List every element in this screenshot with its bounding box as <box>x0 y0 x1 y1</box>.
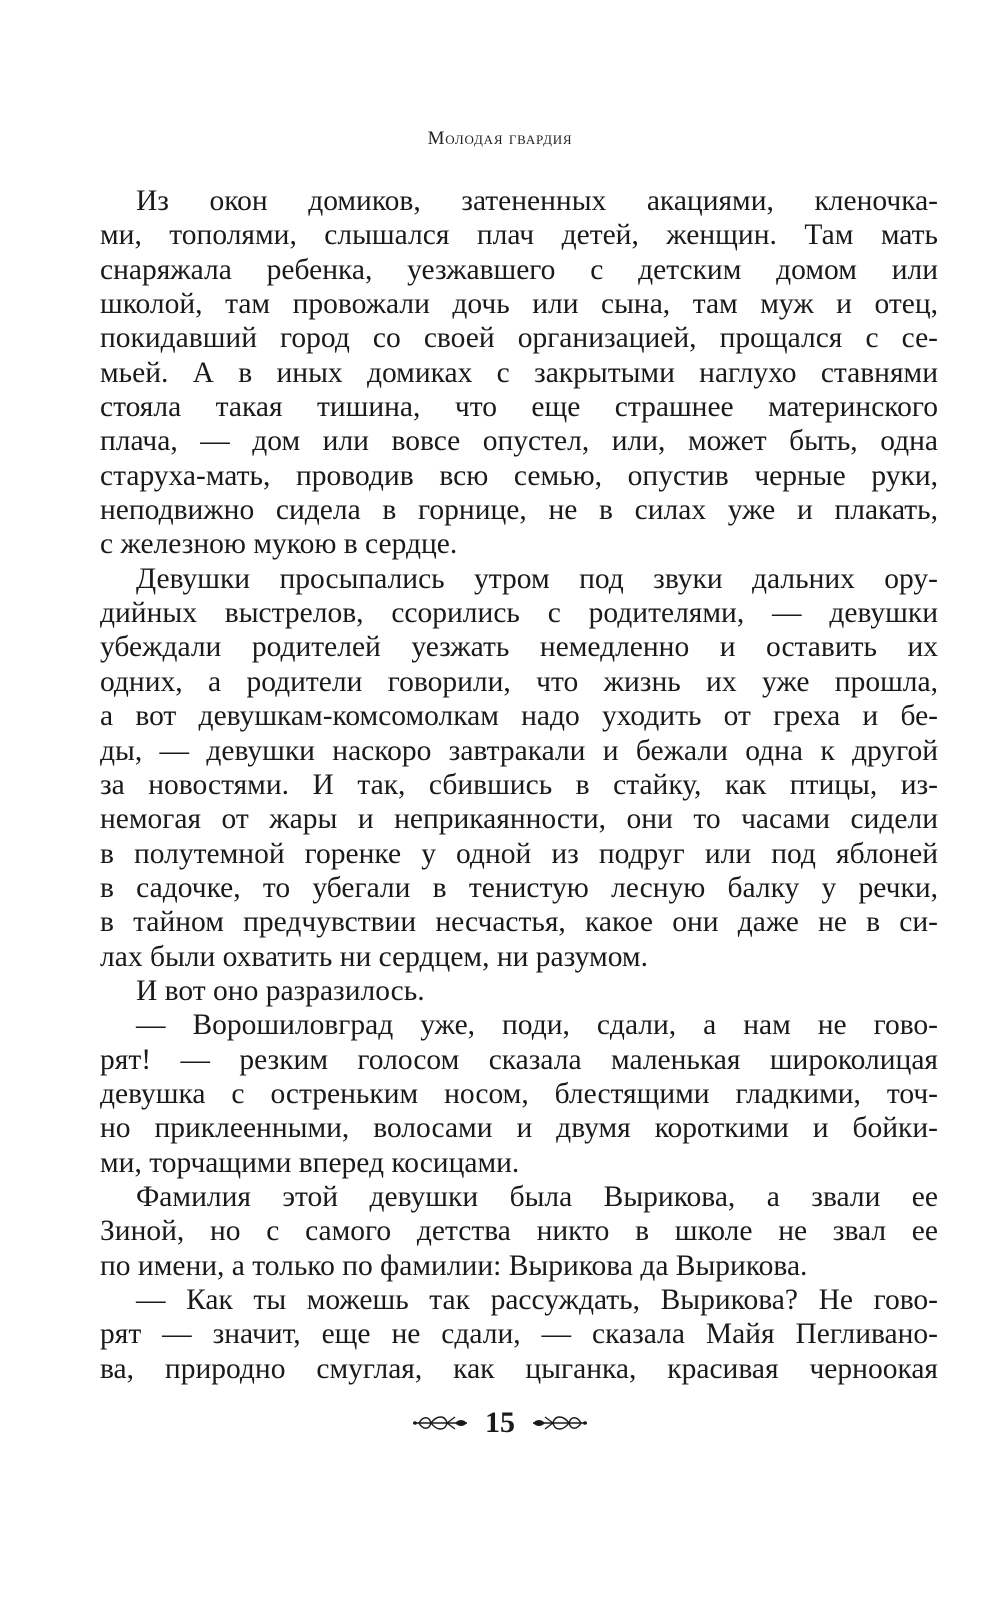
left-flourish-icon <box>411 1414 473 1432</box>
text-line: ды, — девушки наскоро завтракали и бежали одна к другой <box>100 734 938 767</box>
text-line: ми, тополями, слышался плач детей, женщин. Там мать <box>100 219 938 252</box>
text-line: Фамилия этой девушки была Вырикова, а звали ее <box>136 1180 938 1213</box>
text-line: в полутемной горенке у одной из подруг или под яблоней <box>100 837 938 870</box>
text-line: ва, природно смуглая, как цыганка, красивая черноокая <box>100 1352 938 1385</box>
text-line: по имени, а только по фамилии: Вырикова да Вырикова. <box>100 1249 808 1282</box>
right-flourish-icon <box>527 1414 589 1432</box>
paragraph-1 <box>100 184 938 562</box>
text-line: рят! — резким голосом сказала маленькая широколицая <box>100 1043 938 1076</box>
text-line: убеждали родителей уезжать немедленно и оставить их <box>100 631 938 664</box>
text-line: ми, торчащими вперед косицами. <box>100 1146 520 1179</box>
text-line: дийных выстрелов, ссорились с родителями, — девушки <box>100 597 938 630</box>
text-line: снаряжала ребенка, уезжавшего с детским домом или <box>100 253 938 286</box>
text-line: И вот оно разразилось. <box>136 974 425 1007</box>
paragraph-4 <box>100 1008 938 1180</box>
paragraph-6 <box>100 1283 938 1386</box>
body-text <box>100 184 938 1386</box>
text-line: школой, там провожали дочь или сына, там муж и отец, <box>100 288 938 321</box>
text-line: в тайном предчувствии несчастья, какое они даже не в си- <box>100 906 938 939</box>
text-line: одних, а родители говорили, что жизнь их уже прошла, <box>100 665 938 698</box>
running-head: Молодая гвардия <box>427 128 573 149</box>
text-line: но приклеенными, волосами и двумя короткими и бойки- <box>100 1112 938 1145</box>
text-line: старуха-мать, проводив всю семью, опустив черные руки, <box>100 459 938 492</box>
text-line: мьей. А в иных домиках с закрытыми наглухо ставнями <box>100 356 938 389</box>
paragraph-2 <box>100 562 938 974</box>
text-line: стояла такая тишина, что еще страшнее материнского <box>100 391 938 424</box>
text-line: девушка с остреньким носом, блестящими гладкими, точ- <box>100 1077 938 1110</box>
text-line: покидавший город со своей организацией, прощался с се- <box>100 322 938 355</box>
text-line: Из окон домиков, затененных акациями, кленочка- <box>136 185 938 217</box>
text-line: а вот девушкам-комсомолкам надо уходить от греха и бе- <box>100 700 938 733</box>
text-line: немогая от жары и неприкаянности, они то часами сидели <box>100 803 938 836</box>
paragraph-3 <box>100 974 938 1008</box>
text-line: Зиной, но с самого детства никто в школе не звал ее <box>100 1215 938 1248</box>
text-line: лах были охватить ни сердцем, ни разумом. <box>100 940 648 973</box>
text-line: за новостями. И так, сбившись в стайку, как птицы, из- <box>100 768 938 801</box>
text-line: — Как ты можешь так рассуждать, Вырикова? Не гово- <box>136 1284 938 1316</box>
text-line: — Ворошиловград уже, поди, сдали, а нам не гово- <box>136 1009 938 1042</box>
text-line: Девушки просыпались утром под звуки дальних ору- <box>136 562 938 595</box>
page-footer <box>0 1403 1000 1443</box>
text-line: в садочке, то убегали в тенистую лесную балку у речки, <box>100 871 938 904</box>
text-line: рят — значит, еще не сдали, — сказала Майя Пегливано- <box>100 1318 938 1351</box>
paragraph-5 <box>100 1180 938 1283</box>
text-line: плача, — дом или вовсе опустел, или, может быть, одна <box>100 425 938 458</box>
text-line: с железною мукою в сердце. <box>100 528 458 561</box>
page-number: 15 <box>485 1406 515 1439</box>
text-line: неподвижно сидела в горнице, не в силах уже и плакать, <box>100 494 938 527</box>
